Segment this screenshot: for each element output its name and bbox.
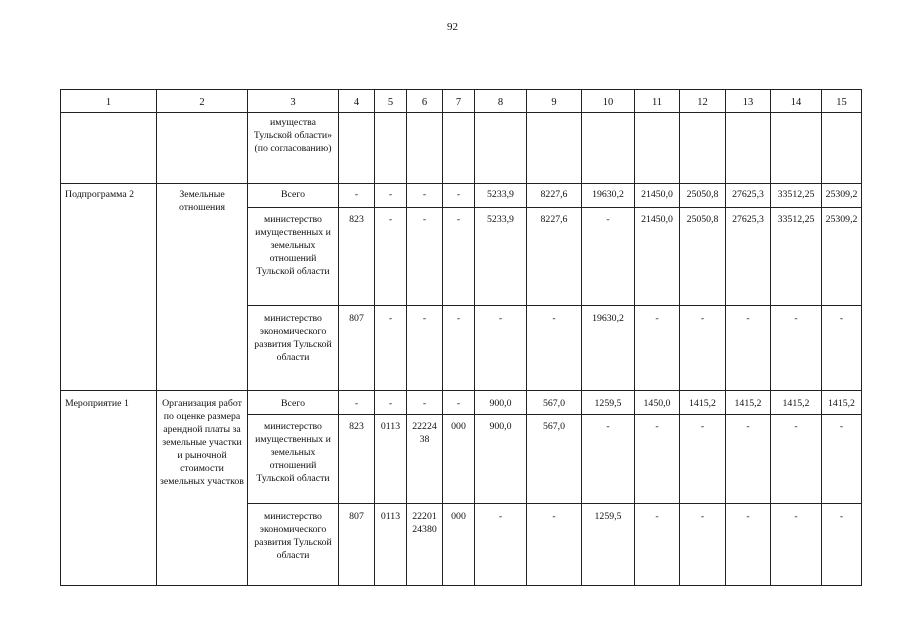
- value-cell: [339, 113, 375, 184]
- value-cell: -: [339, 184, 375, 208]
- value-cell: -: [527, 306, 582, 391]
- value-cell: 25050,8: [680, 208, 726, 306]
- executor-cell: Всего: [248, 391, 339, 415]
- value-cell: -: [407, 208, 443, 306]
- value-cell: 567,0: [527, 391, 582, 415]
- value-cell: -: [680, 415, 726, 504]
- value-cell: -: [771, 306, 822, 391]
- value-cell: 33512,25: [771, 184, 822, 208]
- value-cell: 21450,0: [635, 208, 680, 306]
- header-cell: 3: [248, 90, 339, 113]
- value-cell: 1415,2: [680, 391, 726, 415]
- value-cell: 22224 38: [407, 415, 443, 504]
- value-cell: 25309,2: [822, 208, 862, 306]
- value-cell: 823: [339, 208, 375, 306]
- executor-cell: министерство экономического развития Тульской области: [248, 306, 339, 391]
- value-cell: -: [822, 504, 862, 586]
- header-cell: 2: [157, 90, 248, 113]
- value-cell: 8227,6: [527, 184, 582, 208]
- header-cell: 11: [635, 90, 680, 113]
- program-title-cell: Организация работ по оценке размера арендной платы за земельные участки и рыночной стоимости земельных участков: [157, 391, 248, 586]
- header-cell: 8: [475, 90, 527, 113]
- table-row: [61, 113, 862, 184]
- value-cell: 0113: [375, 415, 407, 504]
- program-title-cell: [157, 113, 248, 184]
- value-cell: 25050,8: [680, 184, 726, 208]
- value-cell: -: [443, 391, 475, 415]
- program-name-cell: [61, 113, 157, 184]
- value-cell: 1450,0: [635, 391, 680, 415]
- value-cell: 900,0: [475, 391, 527, 415]
- value-cell: [407, 113, 443, 184]
- value-cell: 807: [339, 306, 375, 391]
- header-cell: 10: [582, 90, 635, 113]
- value-cell: [635, 113, 680, 184]
- value-cell: 33512,25: [771, 208, 822, 306]
- value-cell: 1415,2: [726, 391, 771, 415]
- header-cell: 6: [407, 90, 443, 113]
- value-cell: [375, 113, 407, 184]
- value-cell: 5233,9: [475, 184, 527, 208]
- value-cell: -: [443, 208, 475, 306]
- value-cell: [726, 113, 771, 184]
- value-cell: -: [375, 208, 407, 306]
- value-cell: -: [443, 184, 475, 208]
- value-cell: -: [726, 415, 771, 504]
- executor-cell: имущества Тульской области» (по согласованию): [248, 113, 339, 184]
- value-cell: [443, 113, 475, 184]
- value-cell: -: [475, 306, 527, 391]
- header-row: [61, 90, 862, 113]
- value-cell: 000: [443, 415, 475, 504]
- value-cell: -: [771, 415, 822, 504]
- value-cell: 1415,2: [822, 391, 862, 415]
- header-cell: 1: [61, 90, 157, 113]
- value-cell: -: [822, 306, 862, 391]
- value-cell: 5233,9: [475, 208, 527, 306]
- executor-cell: министерство экономического развития Тульской области: [248, 504, 339, 586]
- value-cell: -: [582, 208, 635, 306]
- value-cell: 823: [339, 415, 375, 504]
- value-cell: -: [771, 504, 822, 586]
- value-cell: [527, 113, 582, 184]
- value-cell: 25309,2: [822, 184, 862, 208]
- table-row: [61, 391, 862, 415]
- value-cell: -: [407, 184, 443, 208]
- value-cell: -: [635, 504, 680, 586]
- value-cell: -: [726, 504, 771, 586]
- value-cell: 0113: [375, 504, 407, 586]
- budget-table: [60, 89, 862, 586]
- executor-cell: министерство имущественных и земельных отношений Тульской области: [248, 415, 339, 504]
- executor-cell: Всего: [248, 184, 339, 208]
- value-cell: 27625,3: [726, 208, 771, 306]
- value-cell: [822, 113, 862, 184]
- value-cell: -: [582, 415, 635, 504]
- header-cell: 13: [726, 90, 771, 113]
- value-cell: -: [635, 415, 680, 504]
- value-cell: -: [407, 306, 443, 391]
- value-cell: 1415,2: [771, 391, 822, 415]
- header-cell: 14: [771, 90, 822, 113]
- value-cell: -: [726, 306, 771, 391]
- value-cell: -: [680, 306, 726, 391]
- program-name-cell: Мероприятие 1: [61, 391, 157, 586]
- value-cell: -: [375, 391, 407, 415]
- value-cell: [771, 113, 822, 184]
- value-cell: 22201 24380: [407, 504, 443, 586]
- value-cell: 807: [339, 504, 375, 586]
- value-cell: 21450,0: [635, 184, 680, 208]
- value-cell: 567,0: [527, 415, 582, 504]
- value-cell: [582, 113, 635, 184]
- header-cell: 5: [375, 90, 407, 113]
- value-cell: 27625,3: [726, 184, 771, 208]
- value-cell: 1259,5: [582, 391, 635, 415]
- value-cell: -: [680, 504, 726, 586]
- header-cell: 9: [527, 90, 582, 113]
- value-cell: -: [375, 184, 407, 208]
- value-cell: 1259,5: [582, 504, 635, 586]
- value-cell: -: [822, 415, 862, 504]
- value-cell: -: [375, 306, 407, 391]
- table-row: [61, 184, 862, 208]
- value-cell: [475, 113, 527, 184]
- value-cell: -: [443, 306, 475, 391]
- executor-cell: министерство имущественных и земельных отношений Тульской области: [248, 208, 339, 306]
- value-cell: -: [475, 504, 527, 586]
- header-cell: 15: [822, 90, 862, 113]
- value-cell: -: [407, 391, 443, 415]
- value-cell: 000: [443, 504, 475, 586]
- value-cell: 19630,2: [582, 184, 635, 208]
- value-cell: -: [527, 504, 582, 586]
- value-cell: 19630,2: [582, 306, 635, 391]
- value-cell: -: [635, 306, 680, 391]
- program-title-cell: Земельные отношения: [157, 184, 248, 391]
- value-cell: 900,0: [475, 415, 527, 504]
- header-cell: 4: [339, 90, 375, 113]
- header-cell: 12: [680, 90, 726, 113]
- page-number: 92: [447, 21, 458, 33]
- header-cell: 7: [443, 90, 475, 113]
- program-name-cell: Подпрограмма 2: [61, 184, 157, 391]
- value-cell: 8227,6: [527, 208, 582, 306]
- value-cell: [680, 113, 726, 184]
- value-cell: -: [339, 391, 375, 415]
